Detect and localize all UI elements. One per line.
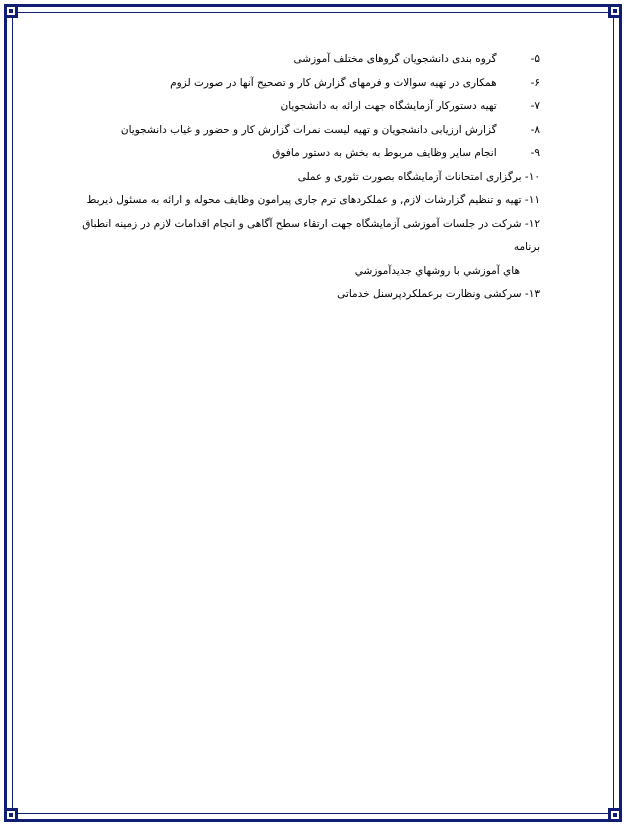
list-item — [60, 189, 540, 213]
list-item — [60, 213, 540, 284]
item-number: ۱۳- — [524, 288, 540, 300]
item-text: تهیه و تنظیم گزارشات لازم, و عملکردهای ترم جاری پیرامون وظایف محوله و ارائه به مسئول ذیربط — [86, 194, 522, 206]
item-text: برگزاری امتحانات آزمایشگاه بصورت تئوری و عملی — [297, 170, 522, 183]
list-item — [60, 72, 540, 96]
list-item — [60, 142, 540, 166]
list-item — [60, 119, 540, 143]
item-text: شرکت در جلسات آموزشی آزمایشگاه جهت ارتقاء سطح آگاهی و انجام اقدامات لازم در زمینه انطباق برنامه — [82, 217, 540, 253]
item-number: ۹- — [530, 147, 540, 159]
list-item — [60, 283, 540, 307]
item-number: ۱۱- — [524, 194, 540, 206]
item-number: ۶- — [530, 76, 540, 89]
item-text: گزارش ارزیابی دانشجویان و تهیه لیست نمرات گزارش کار و حضور و غیاب دانشجویان — [120, 123, 497, 136]
corner-ornament-top-left — [4, 4, 18, 18]
item-number: ۷- — [530, 100, 540, 112]
list-item — [60, 95, 540, 119]
item-number: ۱۲- — [524, 217, 540, 230]
item-number: ۱۰- — [524, 170, 540, 183]
corner-ornament-top-right — [608, 4, 622, 18]
item-text: همکاری در تهیه سوالات و فرمهای گزارش کار و تصحیح آنها در صورت لزوم — [170, 76, 497, 89]
list-item — [60, 48, 540, 72]
corner-ornament-bottom-left — [4, 808, 18, 822]
corner-ornament-bottom-right — [608, 808, 622, 822]
item-text: تهیه دستورکار آزمایشگاه جهت ارائه به دانشجویان — [280, 100, 497, 112]
item-text: گروه بندی دانشجویان گروهای مختلف آموزشی — [293, 53, 497, 65]
item-text-continuation: هاي آموزشي با روشهاي جديدآموزشي — [354, 264, 520, 277]
duties-list — [60, 48, 540, 307]
list-item — [60, 166, 540, 190]
item-text: انجام سایر وظایف مربوط به بخش به دستور مافوق — [272, 147, 497, 159]
item-text: سرکشی ونظارت برعملکردپرسنل خدماتی — [337, 288, 522, 300]
item-number: ۵- — [530, 53, 540, 65]
item-number: ۸- — [530, 123, 540, 136]
